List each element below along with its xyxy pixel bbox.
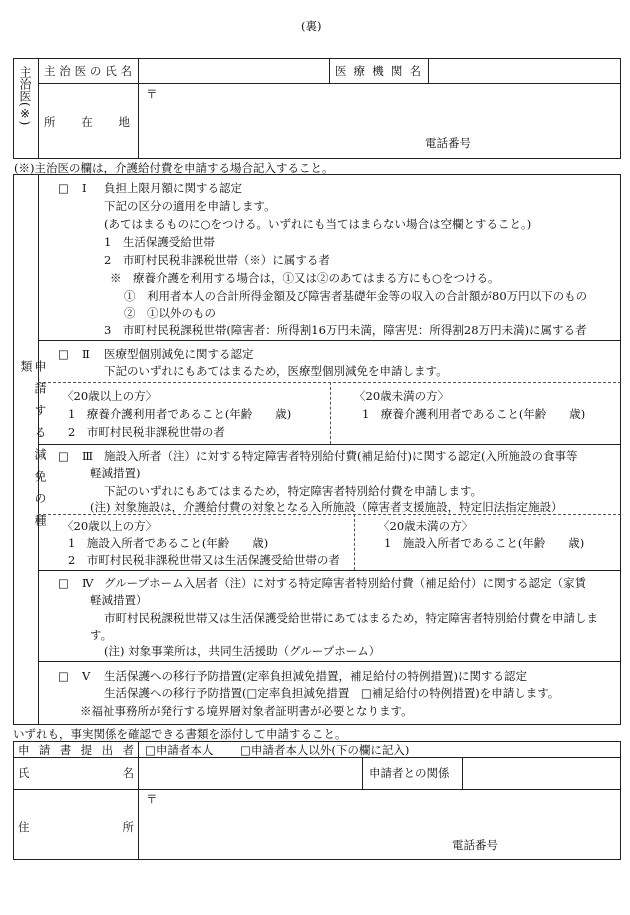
s2-checkbox[interactable]: □	[58, 347, 69, 361]
submitter-label: 申 請 書 提 出 者	[18, 743, 134, 757]
s3-left-item: 2 市町村民税非課税世帯又は生活保護受給世帯の者	[68, 553, 340, 567]
s3-title: 施設入所者（注）に対する特定障害者特別給付費(補足給付)に関する認定(入所施設の食事等	[104, 449, 578, 463]
s2-left-head: 〈20歳以上の方〉	[62, 389, 158, 403]
s3-checkbox[interactable]: □	[58, 449, 69, 463]
s3-right-item: 1 施設入所者であること(年齢 歳)	[384, 536, 585, 550]
s1-suboption: ② ①以外のもの	[124, 306, 216, 320]
submitter-name-label: 氏 名	[18, 766, 134, 780]
s1-line: 下記の区分の適用を申請します。	[104, 199, 276, 213]
page-side-label: (裏)	[301, 19, 322, 33]
s2-title: 医療型個別減免に関する認定	[104, 347, 254, 361]
s1-option: 2 市町村民税非課税世帯（※）に属する者	[104, 253, 330, 267]
doctor-address-label: 所 在 地	[44, 115, 130, 129]
s2-right-head: 〈20歳未満の方〉	[354, 389, 450, 403]
s4-line-cont: す。	[90, 628, 113, 642]
s1-suboption: ① 利用者本人の合計所得金額及び障害者基礎年金等の収入の合計額が80万円以下のもの	[124, 289, 588, 303]
doctor-note: (※)主治医の欄は，介護給付費を申請する場合記入すること。	[14, 161, 334, 175]
doctor-name-label: 主 治 医 の 氏 名	[44, 64, 132, 78]
s3-line: 下記のいずれにもあてはまるため，特定障害者特別給付費を申請します。	[104, 484, 483, 498]
s5-title: 生活保護への移行予防措置(定率負担減免措置，補足給付の特例措置)に関する認定	[104, 669, 527, 683]
submitter-option-self[interactable]: □申請者本人	[145, 743, 214, 757]
phone-label: 電話番号	[425, 136, 471, 150]
s1-title: 負担上限月額に関する認定	[104, 181, 242, 195]
submitter-address-label: 住 所	[18, 820, 134, 834]
s3-number: Ⅲ	[82, 449, 94, 463]
s1-option: 1 生活保護受給世帯	[104, 235, 215, 249]
institution-label: 医 療 機 関 名	[335, 64, 421, 78]
s1-option: 3 市町村民税課税世帯(障害者：所得割16万円未満，障害児：所得割28万円未満)に属する者	[104, 323, 587, 337]
s4-line: 市町村民税課税世帯又は生活保護受給世帯にあてはまるため，特定障害者特別給付費を申請しま	[104, 611, 599, 625]
s3-left-head: 〈20歳以上の方〉	[62, 519, 158, 533]
s3-right-head: 〈20歳未満の方〉	[378, 519, 474, 533]
s5-number: Ⅴ	[82, 669, 91, 683]
doctor-side-label: 主治医(※)	[18, 66, 32, 126]
submitter-section	[13, 741, 621, 860]
s1-note: ※ 療養介護を利用する場合は，①又は②のあてはまる方にも○をつける。	[110, 271, 500, 285]
s4-number: Ⅳ	[82, 576, 94, 590]
attach-note: いずれも，事実関係を確認できる書類を添付して申請すること。	[13, 727, 347, 741]
s1-line: (あてはまるものに○をつける。いずれにも当てはまらない場合は空欄とすること。)	[104, 217, 532, 231]
submitter-phone-label: 電話番号	[452, 838, 498, 852]
relation-label: 申請者との関係	[369, 766, 450, 780]
s3-title-cont: 軽減措置)	[90, 466, 141, 480]
s3-left-item: 1 施設入所者であること(年齢 歳)	[68, 536, 269, 550]
s4-checkbox[interactable]: □	[58, 576, 69, 590]
s5-note: ※福祉事務所が発行する境界層対象者証明書が必要となります。	[80, 704, 413, 718]
s4-note: (注) 対象事業所は，共同生活援助（グループホーム）	[104, 644, 381, 658]
s1-number: Ⅰ	[82, 181, 87, 195]
s2-left-item: 1 療養介護利用者であること(年齢 歳)	[68, 407, 292, 421]
s1-checkbox[interactable]: □	[58, 181, 69, 195]
s3-note: (注) 対象施設は，介護給付費の対象となる入所施設（障害者支援施設，特定旧法指定施設）	[90, 500, 563, 514]
s2-left-item: 2 市町村民税非課税世帯の者	[68, 425, 225, 439]
submitter-option-other[interactable]: □申請者本人以外(下の欄に記入)	[240, 743, 410, 757]
reduction-side-label: 申請する減免の種類	[19, 360, 47, 536]
s4-title-cont: 軽減措置）	[90, 593, 148, 607]
s5-line: 生活保護への移行予防措置(□定率負担減免措置 □補足給付の特例措置)を申請します。	[104, 686, 560, 700]
postal-mark: 〒	[146, 87, 158, 101]
s2-line: 下記のいずれにもあてはまるため，医療型個別減免を申請します。	[104, 364, 448, 378]
submitter-postal-mark: 〒	[146, 792, 158, 806]
s5-checkbox[interactable]: □	[58, 669, 69, 683]
s2-number: Ⅱ	[82, 347, 90, 361]
s4-title: グループホーム入居者（注）に対する特定障害者特別給付費（補足給付）に関する認定（家賃	[104, 576, 587, 590]
s2-right-item: 1 療養介護利用者であること(年齢 歳)	[362, 407, 586, 421]
